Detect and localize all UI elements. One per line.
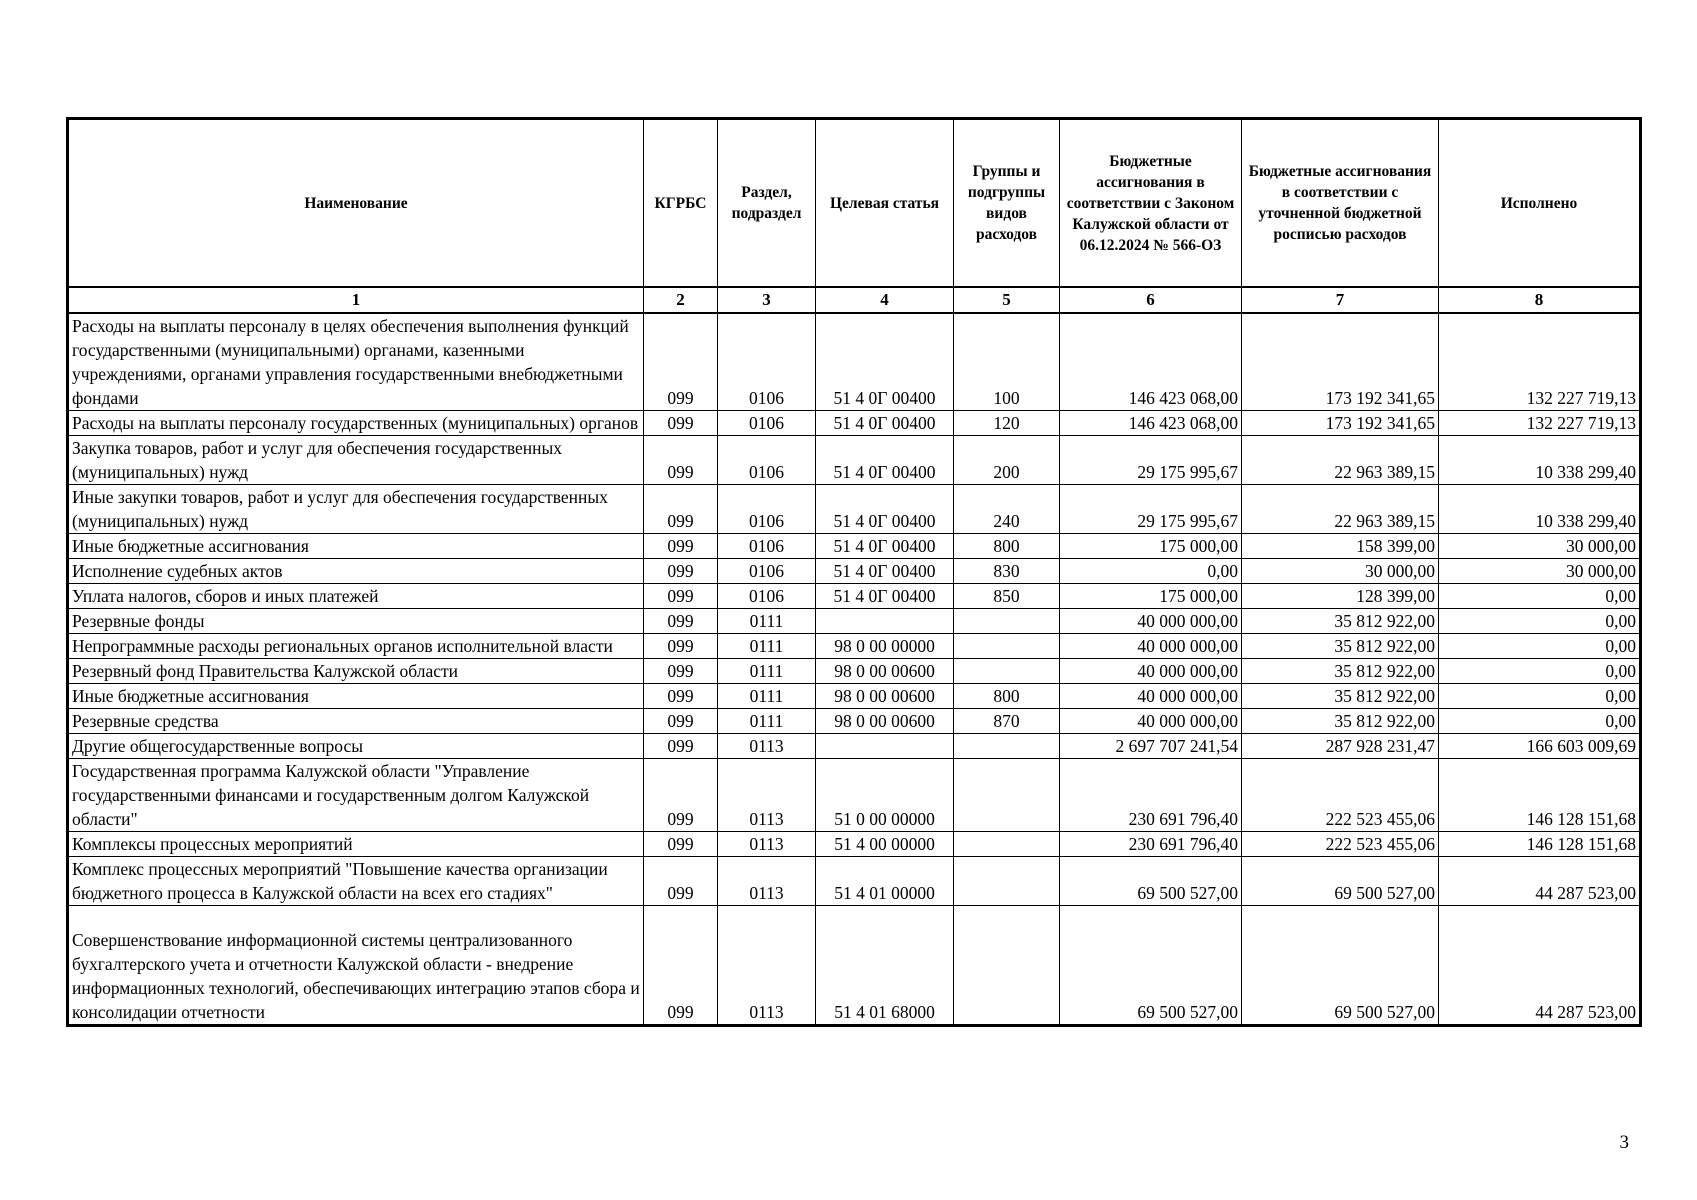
cell-section: 0111 [718,609,816,634]
cell-group: 830 [954,559,1060,584]
cell-target: 51 4 00 00000 [816,832,954,857]
cell-group [954,857,1060,906]
cell-name: Иные бюджетные ассигнования [68,534,644,559]
cell-section: 0111 [718,709,816,734]
cell-group [954,759,1060,832]
cell-section: 0113 [718,832,816,857]
table-row [68,659,1641,684]
header-row [68,119,1641,288]
table-row [68,634,1641,659]
cell-name: Резервные средства [68,709,644,734]
cell-section: 0106 [718,559,816,584]
header-refined: Бюджетные ассигнования в соответствии с уточненной бюджетной росписью расходов [1242,119,1439,288]
cell-kgrbs: 099 [644,634,718,659]
column-number: 8 [1439,287,1641,313]
cell-section: 0106 [718,584,816,609]
cell-executed-amount: 166 603 009,69 [1439,734,1641,759]
cell-kgrbs: 099 [644,759,718,832]
cell-law-amount: 230 691 796,40 [1060,759,1242,832]
cell-name: Комплекс процессных мероприятий "Повышение качества организации бюджетного процесса в Калужской области на всех его стадиях" [68,857,644,906]
cell-target: 51 0 00 00000 [816,759,954,832]
cell-refined-amount: 22 963 389,15 [1242,436,1439,485]
table-row [68,411,1641,436]
table-row [68,485,1641,534]
cell-target: 51 4 01 00000 [816,857,954,906]
cell-target [816,609,954,634]
cell-law-amount: 40 000 000,00 [1060,709,1242,734]
cell-section: 0106 [718,534,816,559]
cell-section: 0113 [718,857,816,906]
table-body [68,313,1641,1026]
cell-kgrbs: 099 [644,906,718,1026]
cell-refined-amount: 35 812 922,00 [1242,659,1439,684]
cell-law-amount: 29 175 995,67 [1060,485,1242,534]
cell-executed-amount: 0,00 [1439,709,1641,734]
cell-name: Расходы на выплаты персоналу в целях обеспечения выполнения функций государственными (муниципальными) органами, казенными учреждениями, органами управления государственными внебюджетными фондами [68,313,644,411]
cell-refined-amount: 35 812 922,00 [1242,684,1439,709]
cell-group [954,906,1060,1026]
cell-refined-amount: 222 523 455,06 [1242,759,1439,832]
page-number: 3 [1619,1132,1629,1153]
cell-law-amount: 175 000,00 [1060,534,1242,559]
cell-section: 0106 [718,485,816,534]
cell-executed-amount: 146 128 151,68 [1439,759,1641,832]
cell-executed-amount: 132 227 719,13 [1439,313,1641,411]
cell-name: Исполнение судебных актов [68,559,644,584]
cell-section: 0111 [718,659,816,684]
cell-group [954,634,1060,659]
cell-refined-amount: 22 963 389,15 [1242,485,1439,534]
cell-target: 51 4 0Г 00400 [816,584,954,609]
header-law: Бюджетные ассигнования в соответствии с Законом Калужской области от 06.12.2024 № 566-ОЗ [1060,119,1242,288]
cell-name: Государственная программа Калужской области "Управление государственными финансами и государственным долгом Калужской области" [68,759,644,832]
cell-group: 870 [954,709,1060,734]
cell-kgrbs: 099 [644,684,718,709]
cell-law-amount: 40 000 000,00 [1060,659,1242,684]
cell-section: 0106 [718,436,816,485]
cell-section: 0111 [718,634,816,659]
cell-refined-amount: 287 928 231,47 [1242,734,1439,759]
cell-group: 800 [954,534,1060,559]
cell-section: 0113 [718,906,816,1026]
cell-name: Резервные фонды [68,609,644,634]
cell-group: 100 [954,313,1060,411]
cell-name: Комплексы процессных мероприятий [68,832,644,857]
cell-name: Другие общегосударственные вопросы [68,734,644,759]
cell-group: 850 [954,584,1060,609]
cell-group: 200 [954,436,1060,485]
cell-target: 51 4 0Г 00400 [816,436,954,485]
cell-target: 51 4 0Г 00400 [816,485,954,534]
cell-name: Иные бюджетные ассигнования [68,684,644,709]
cell-executed-amount: 10 338 299,40 [1439,436,1641,485]
table-row [68,313,1641,411]
cell-law-amount: 2 697 707 241,54 [1060,734,1242,759]
cell-kgrbs: 099 [644,609,718,634]
table-row [68,906,1641,1026]
table-row [68,759,1641,832]
cell-section: 0113 [718,734,816,759]
cell-name: Уплата налогов, сборов и иных платежей [68,584,644,609]
cell-target: 98 0 00 00600 [816,659,954,684]
cell-law-amount: 230 691 796,40 [1060,832,1242,857]
cell-executed-amount: 0,00 [1439,609,1641,634]
cell-kgrbs: 099 [644,857,718,906]
cell-law-amount: 146 423 068,00 [1060,411,1242,436]
cell-refined-amount: 173 192 341,65 [1242,411,1439,436]
cell-group [954,832,1060,857]
column-number: 2 [644,287,718,313]
column-number: 3 [718,287,816,313]
column-number: 4 [816,287,954,313]
cell-name: Совершенствование информационной системы централизованного бухгалтерского учета и отчетности Калужской области - внедрение информационных технологий, обеспечивающих интеграцию этапов сбора и консолидации отчетности [68,906,644,1026]
cell-section: 0106 [718,411,816,436]
cell-law-amount: 40 000 000,00 [1060,684,1242,709]
cell-target: 98 0 00 00000 [816,634,954,659]
table-row [68,584,1641,609]
cell-target: 51 4 01 68000 [816,906,954,1026]
table-row [68,559,1641,584]
cell-law-amount: 146 423 068,00 [1060,313,1242,411]
budget-table-container [66,117,1642,1027]
cell-target: 51 4 0Г 00400 [816,534,954,559]
cell-target: 51 4 0Г 00400 [816,411,954,436]
cell-target: 98 0 00 00600 [816,709,954,734]
column-number: 7 [1242,287,1439,313]
table-row [68,609,1641,634]
cell-law-amount: 69 500 527,00 [1060,906,1242,1026]
cell-executed-amount: 0,00 [1439,684,1641,709]
cell-section: 0113 [718,759,816,832]
cell-executed-amount: 0,00 [1439,634,1641,659]
cell-kgrbs: 099 [644,534,718,559]
cell-kgrbs: 099 [644,584,718,609]
cell-target: 51 4 0Г 00400 [816,313,954,411]
cell-executed-amount: 146 128 151,68 [1439,832,1641,857]
cell-name: Расходы на выплаты персоналу государственных (муниципальных) органов [68,411,644,436]
budget-table [66,117,1642,1027]
cell-refined-amount: 69 500 527,00 [1242,857,1439,906]
header-kgrbs: КГРБС [644,119,718,288]
cell-kgrbs: 099 [644,832,718,857]
header-executed: Исполнено [1439,119,1641,288]
cell-kgrbs: 099 [644,313,718,411]
table-row [68,857,1641,906]
cell-group [954,734,1060,759]
cell-executed-amount: 44 287 523,00 [1439,906,1641,1026]
column-numbers-row [68,287,1641,313]
table-row [68,709,1641,734]
cell-executed-amount: 10 338 299,40 [1439,485,1641,534]
cell-target: 51 4 0Г 00400 [816,559,954,584]
cell-executed-amount: 132 227 719,13 [1439,411,1641,436]
table-row [68,436,1641,485]
cell-kgrbs: 099 [644,559,718,584]
cell-law-amount: 0,00 [1060,559,1242,584]
cell-refined-amount: 128 399,00 [1242,584,1439,609]
cell-name: Непрограммные расходы региональных органов исполнительной власти [68,634,644,659]
header-target: Целевая статья [816,119,954,288]
cell-kgrbs: 099 [644,485,718,534]
cell-refined-amount: 158 399,00 [1242,534,1439,559]
header-groups: Группы и подгруппы видов расходов [954,119,1060,288]
column-number: 5 [954,287,1060,313]
table-row [68,534,1641,559]
cell-kgrbs: 099 [644,659,718,684]
cell-target: 98 0 00 00600 [816,684,954,709]
cell-name: Резервный фонд Правительства Калужской области [68,659,644,684]
cell-group [954,659,1060,684]
cell-section: 0111 [718,684,816,709]
cell-refined-amount: 222 523 455,06 [1242,832,1439,857]
cell-kgrbs: 099 [644,436,718,485]
cell-refined-amount: 35 812 922,00 [1242,634,1439,659]
cell-law-amount: 40 000 000,00 [1060,609,1242,634]
cell-refined-amount: 30 000,00 [1242,559,1439,584]
cell-executed-amount: 30 000,00 [1439,534,1641,559]
cell-executed-amount: 44 287 523,00 [1439,857,1641,906]
cell-law-amount: 69 500 527,00 [1060,857,1242,906]
column-number: 1 [68,287,644,313]
cell-refined-amount: 35 812 922,00 [1242,709,1439,734]
cell-target [816,734,954,759]
cell-law-amount: 29 175 995,67 [1060,436,1242,485]
cell-section: 0106 [718,313,816,411]
cell-executed-amount: 0,00 [1439,659,1641,684]
header-section: Раздел, подраздел [718,119,816,288]
cell-refined-amount: 173 192 341,65 [1242,313,1439,411]
cell-law-amount: 40 000 000,00 [1060,634,1242,659]
cell-group [954,609,1060,634]
cell-law-amount: 175 000,00 [1060,584,1242,609]
cell-kgrbs: 099 [644,411,718,436]
column-number: 6 [1060,287,1242,313]
table-row [68,734,1641,759]
cell-group: 240 [954,485,1060,534]
cell-group: 800 [954,684,1060,709]
cell-executed-amount: 30 000,00 [1439,559,1641,584]
cell-group: 120 [954,411,1060,436]
cell-refined-amount: 69 500 527,00 [1242,906,1439,1026]
table-row [68,684,1641,709]
cell-executed-amount: 0,00 [1439,584,1641,609]
cell-kgrbs: 099 [644,734,718,759]
header-name: Наименование [68,119,644,288]
cell-name: Иные закупки товаров, работ и услуг для обеспечения государственных (муниципальных) нужд [68,485,644,534]
table-row [68,832,1641,857]
cell-name: Закупка товаров, работ и услуг для обеспечения государственных (муниципальных) нужд [68,436,644,485]
cell-kgrbs: 099 [644,709,718,734]
cell-refined-amount: 35 812 922,00 [1242,609,1439,634]
